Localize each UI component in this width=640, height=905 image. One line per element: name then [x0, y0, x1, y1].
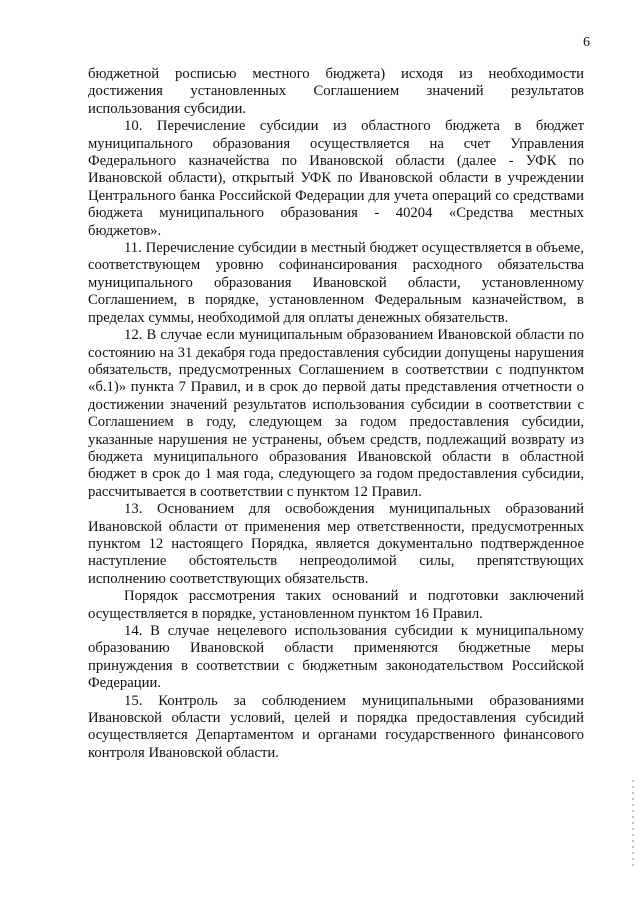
page-number: 6 — [583, 35, 590, 50]
paragraph-11: 11. Перечисление субсидии в местный бюджет осуществляется в объеме, соответствующем уровню софинансирования расходного обязательства муниципального образования Ивановской области, установленному Соглашением, в порядке, установленном Федеральным казначейством, в пределах суммы, необходимой для оплаты денежных обязательств. — [88, 240, 584, 326]
scan-edge-mark — [632, 780, 634, 870]
paragraph-14: 14. В случае нецелевого использования субсидии к муниципальному образованию Ивановской области применяются бюджетные меры принуждения в соответствии с бюджетным законодательством Российской Федерации. — [88, 623, 584, 692]
document-body — [88, 66, 584, 762]
paragraph-15: 15. Контроль за соблюдением муниципальными образованиями Ивановской области условий, целей и порядка предоставления субсидий осуществляется Департаментом и органами государственного финансового контроля Ивановской области. — [88, 692, 584, 761]
paragraph-13: 13. Основанием для освобождения муниципальных образований Ивановской области от применения мер ответственности, предусмотренных пунктом 12 настоящего Порядка, является документально подтвержденное наступление обстоятельств непреодолимой силы, препятствующих исполнению соответствующих обязательств. — [88, 501, 584, 587]
paragraph-13-procedure: Порядок рассмотрения таких оснований и подготовки заключений осуществляется в порядке, установленном пунктом 16 Правил. — [88, 588, 584, 622]
paragraph-12: 12. В случае если муниципальным образованием Ивановской области по состоянию на 31 декабря года предоставления субсидии допущены нарушения обязательств, предусмотренных Соглашением в соответствии с подпунктом «б.1)» пункта 7 Правил, и в срок до первой даты представления отчетности о достижении значений результатов использования субсидии в соответствии с Соглашением в году, следующем за годом предоставления субсидии, указанные нарушения не устранены, объем средств, подлежащий возврату из бюджета муниципального образования Ивановской области в областной бюджет в срок до 1 мая года, следующего за годом предоставления субсидии, рассчитывается в соответствии с пунктом 12 Правил. — [88, 327, 584, 500]
paragraph-continuation: бюджетной росписью местного бюджета) исходя из необходимости достижения установленных Соглашением значений результатов использования субсидии. — [88, 66, 584, 117]
paragraph-10: 10. Перечисление субсидии из областного бюджета в бюджет муниципального образования осуществляется на счет Управления Федерального казначейства по Ивановской области (далее - УФК по Ивановской области), открытый УФК по Ивановской области в учреждении Центрального банка Российской Федерации для учета операций со средствами бюджета муниципального образования - 40204 «Средства местных бюджетов». — [88, 118, 584, 239]
